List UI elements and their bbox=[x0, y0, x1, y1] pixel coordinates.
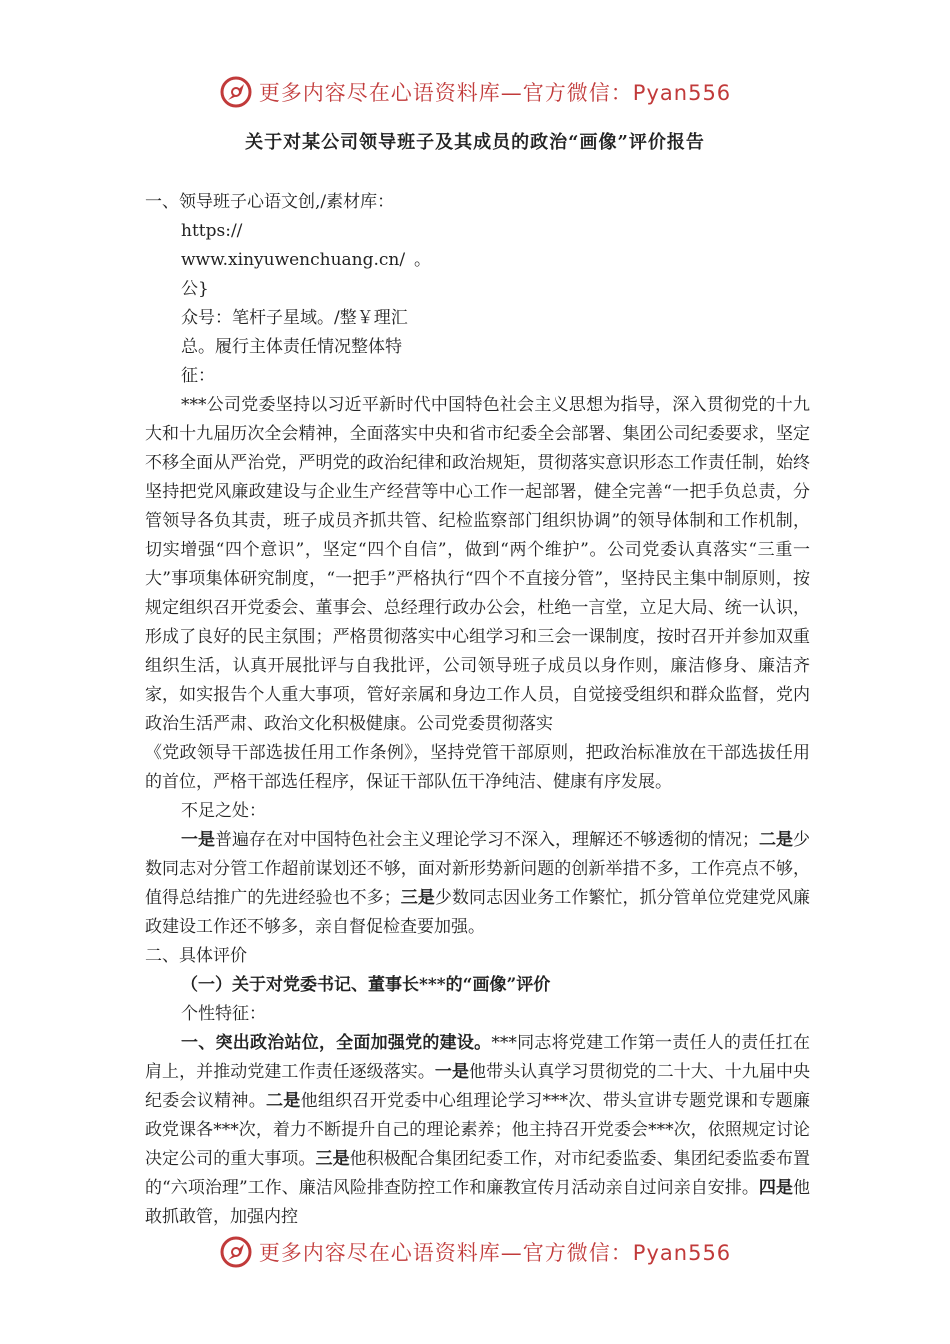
quill-seal-logo-icon bbox=[219, 1235, 253, 1269]
footer-banner bbox=[0, 1232, 950, 1272]
traits-marker-2: 二是 bbox=[266, 1091, 301, 1111]
link-line-2: www.xinyuwenchuang.cn/。公} bbox=[181, 250, 431, 299]
link-line-5: 征： bbox=[181, 366, 215, 386]
regulation-paragraph: 《党政领导干部选拔任用工作条例》，坚持党管干部原则，把政治标准放在干部选拔任用的首位，严格干部选任程序，保证干部队伍干净纯洁、健康有序发展。 bbox=[145, 743, 810, 792]
link-line-3: 众号：笔杆子星域。/整￥理汇 bbox=[181, 308, 408, 328]
shortcomings-label: 不足之处： bbox=[181, 801, 266, 821]
subsection-1-heading bbox=[145, 971, 810, 1000]
banner-text: 更多内容尽在心语资料库—官方微信：Pyan556 bbox=[258, 81, 732, 105]
shortcomings-paragraph bbox=[145, 826, 810, 942]
traits-text-4: 他积极配合集团纪委工作，对市纪委监委、集团纪委监委布置的“六项治理”工作、廉洁风险排查防控工作和廉教宣传月活动亲自过问亲自安排。 bbox=[145, 1149, 811, 1198]
link-line-1: https:// bbox=[181, 221, 243, 241]
traits-text-1: ***同志将党建工作第一责任人的责任扛在肩上，并推动党建工作责任逐级落实。 bbox=[145, 1033, 811, 1082]
document-title: 关于对某公司领导班子及其成员的政治“画像”评价报告 bbox=[245, 132, 705, 153]
traits-label: 个性特征： bbox=[181, 1004, 266, 1024]
link-line-4: 总。履行主体责任情况整体特 bbox=[181, 337, 402, 357]
traits-marker-4: 四是 bbox=[758, 1178, 794, 1198]
traits-text-3: 他组织召开党委中心组理论学习***次、带头宣讲专题党课和专题廉政党课各***次，着力不断提升自己的理论素养；他主持召开党委会***次，依照规定讨论决定公司的重大事项。 bbox=[145, 1091, 811, 1169]
point-2-text: 少数同志对分管工作超前谋划还不够，面对新形势新问题的创新举措不多，工作亮点不够，值得总结推广的先进经验也不多； bbox=[145, 830, 810, 908]
section-1-heading: 一、领导班子心语文创,/素材库： bbox=[145, 192, 395, 212]
section-2-heading: 二、具体评价 bbox=[145, 946, 247, 966]
banner-text: 更多内容尽在心语资料库—官方微信：Pyan556 bbox=[258, 1241, 732, 1265]
point-1-text: 普遍存在对中国特色社会主义理论学习不深入，理解还不够透彻的情况； bbox=[215, 830, 759, 850]
point-1-marker: 一是 bbox=[181, 830, 215, 850]
point-2-marker: 二是 bbox=[759, 830, 793, 850]
quill-seal-logo-icon bbox=[219, 75, 253, 109]
traits-text-5: 他敢抓敢管，加强内控 bbox=[145, 1178, 811, 1227]
header-banner bbox=[0, 72, 950, 112]
subsection-1-title: （一）关于对党委书记、董事长***的“画像”评价 bbox=[181, 975, 551, 995]
traits-paragraph bbox=[145, 1029, 810, 1232]
traits-marker-1: 一是 bbox=[434, 1062, 470, 1082]
traits-lead: 一、突出政治站位，全面加强党的建设。 bbox=[181, 1033, 492, 1053]
traits-marker-3: 三是 bbox=[315, 1149, 350, 1169]
document-body bbox=[145, 188, 810, 1232]
overview-paragraph: ***公司党委坚持以习近平新时代中国特色社会主义思想为指导，深入贯彻党的十九大和十九届历次全会精神，全面落实中央和省市纪委全会部署、集团公司纪委要求，坚定不移全面从严治党，严明党的政治纪律和政治规矩，贯彻落实意识形态工作责任制，始终坚持把党风廉政建设与企业生产经营等中心工作一起部署，健全完善“一把手负总责，分管领导各负其责，班子成员齐抓共管、纪检监察部门组织协调”的领导体制和工作机制，切实增强“四个意识”，坚定“四个自信”，做到“两个维护”。公司党委认真落实“三重一大”事项集体研究制度，“一把手”严格执行“四个不直接分管”，坚持民主集中制原则，按规定组织召开党委会、董事会、总经理行政办公会，杜绝一言堂，立足大局、统一认识， 形成了良好的民主氛围；严格贯彻落实中心组学习和三会一课制度，按时召开并参加双重组织生活，认真开展批评与自我批评，公司领导班子成员以身作则，廉洁修身、廉洁齐家，如实报告个人重大事项，管好亲属和身边工作人员，自觉接受组织和群众监督，党内政治生活严肃、政治文化积极健康。公司党委贯彻落实 bbox=[145, 395, 810, 734]
point-3-marker: 三是 bbox=[400, 888, 435, 908]
traits-text-2: 他带头认真学习贯彻党的二十大、十九届中央纪委会议精神。 bbox=[145, 1062, 811, 1111]
point-3-text: 少数同志因业务工作繁忙，抓分管单位党建党风廉政建设工作还不够多，亲自督促检查要加强。 bbox=[145, 888, 811, 937]
